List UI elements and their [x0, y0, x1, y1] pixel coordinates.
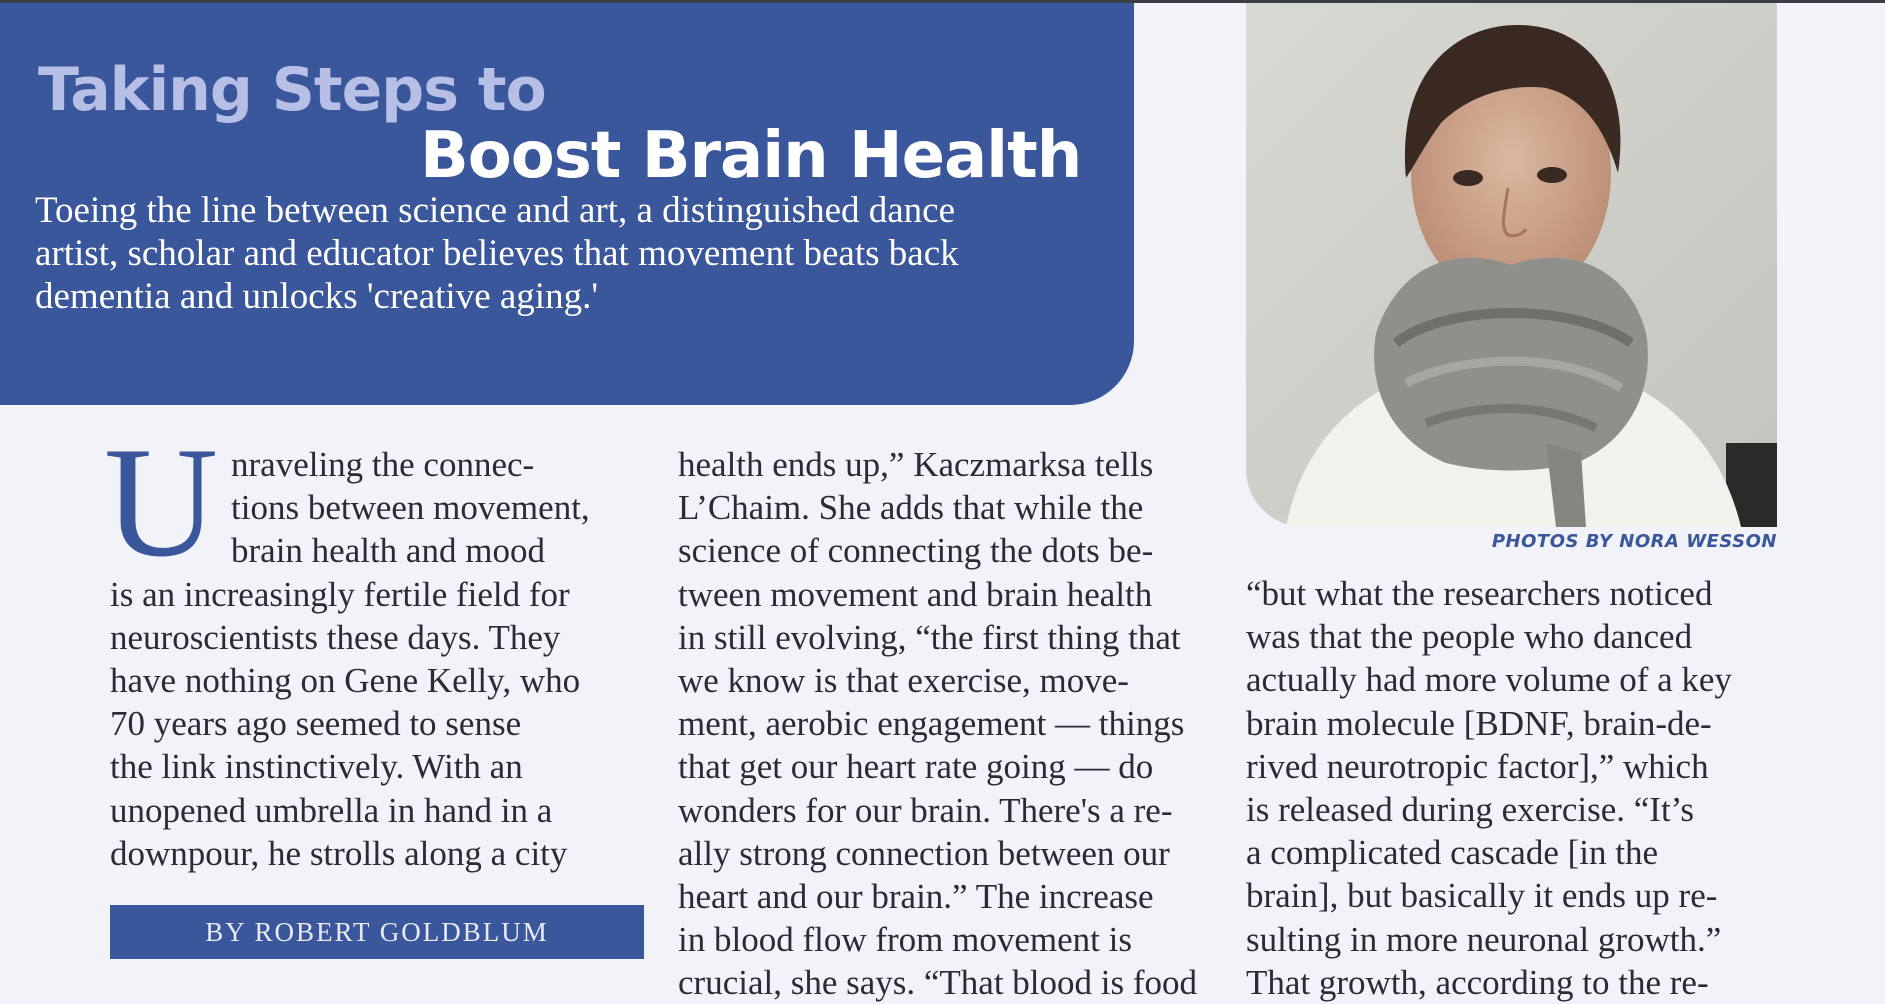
deck-subheading: Toeing the line between science and art, a distinguished dance artist, scholar and educator believes that movement beats back dementia and unlocks 'creative aging.' — [35, 190, 959, 317]
text-line: crucial, she says. “That blood is food — [678, 963, 1198, 1003]
text-line: ally strong connection between our — [678, 833, 1170, 873]
text-line: brain], but basically it ends up re- — [1246, 876, 1718, 916]
text-line: a complicated cascade [in the — [1246, 833, 1659, 873]
text-line: “but what the researchers noticed — [1246, 574, 1713, 613]
portrait-photo — [1246, 3, 1777, 527]
text-line: That growth, according to the re- — [1246, 962, 1709, 1002]
text-line: sulting in more neuronal growth.” — [1246, 919, 1722, 959]
text-line: that get our heart rate going — do — [678, 747, 1154, 787]
text-line: downpour, he strolls along a city — [110, 833, 568, 873]
text-line: tween movement and brain health — [678, 574, 1153, 614]
headline-line-2: Boost Brain Health — [420, 119, 1082, 193]
text-line: brain molecule [BDNF, brain-de- — [1246, 703, 1712, 743]
text-line: brain health and mood — [231, 531, 545, 571]
text-line: science of connecting the dots be- — [678, 531, 1154, 571]
text-line: was that the people who danced — [1246, 617, 1693, 657]
headline-line-1: Taking Steps to — [38, 55, 546, 125]
article-column-3 — [1246, 572, 1791, 1004]
drop-cap: U — [104, 415, 219, 590]
text-line: the link instinctively. With an — [110, 747, 523, 787]
text-line: actually had more volume of a key — [1246, 660, 1732, 700]
text-line: in still evolving, “the first thing that — [678, 617, 1181, 657]
text-line: we know is that exercise, move- — [678, 660, 1129, 700]
text-line: is an increasingly fertile field for — [110, 574, 570, 614]
article-column-1 — [110, 443, 640, 875]
text-line: heart and our brain.” The increase — [678, 876, 1154, 916]
text-line: wonders for our brain. There's a re- — [678, 790, 1173, 830]
byline: BY ROBERT GOLDBLUM — [110, 905, 644, 959]
text-line: is released during exercise. “It’s — [1246, 789, 1695, 829]
text-line: rived neurotropic factor],” which — [1246, 746, 1709, 786]
photo-credit: PHOTOS BY NORA WESSON — [1491, 531, 1777, 552]
text-line: L’Chaim. She adds that while the — [678, 488, 1144, 528]
text-line: ment, aerobic engagement — things — [678, 704, 1185, 744]
header-panel — [0, 3, 1134, 405]
text-line: tions between movement, — [231, 488, 590, 528]
text-line: 70 years ago seemed to sense — [110, 704, 522, 744]
text-line: neuroscientists these days. They — [110, 617, 561, 657]
text-line: have nothing on Gene Kelly, who — [110, 660, 581, 700]
text-line: unopened umbrella in hand in a — [110, 790, 553, 830]
article-column-2 — [678, 443, 1218, 1004]
text-line: in blood flow from movement is — [678, 920, 1132, 960]
text-line: nraveling the connec- — [231, 445, 535, 484]
text-line: health ends up,” Kaczmarksa tells — [678, 445, 1154, 484]
